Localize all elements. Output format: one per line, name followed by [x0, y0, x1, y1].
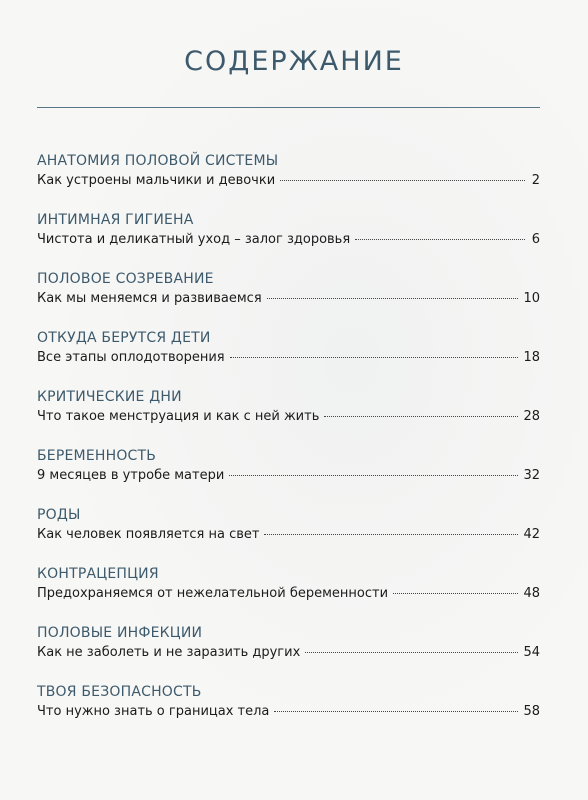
section-subtitle: Предохраняемся от нежелательной беременности [37, 586, 389, 601]
page-title: СОДЕРЖАНИЕ [184, 46, 404, 77]
section-subtitle: Как мы меняемся и развиваемся [37, 291, 262, 306]
section-subtitle: Чистота и деликатный уход – залог здоровья [37, 232, 351, 247]
toc-entry[interactable] [37, 565, 540, 624]
dot-leader [324, 416, 518, 417]
section-heading: ПОЛОВЫЕ ИНФЕКЦИИ [37, 625, 203, 641]
section-heading: КОНТРАЦЕПЦИЯ [37, 566, 159, 582]
section-heading: БЕРЕМЕННОСТЬ [37, 448, 157, 464]
section-subtitle: Как устроены мальчики и девочки [37, 173, 276, 188]
section-subtitle: Как человек появляется на свет [37, 527, 260, 542]
section-subtitle: Что нужно знать о границах тела [37, 704, 270, 719]
toc-entry[interactable] [37, 683, 540, 742]
section-subtitle: Что такое менструация и как с ней жить [37, 409, 320, 424]
dot-leader [229, 475, 518, 476]
section-heading: ТВОЯ БЕЗОПАСНОСТЬ [37, 684, 202, 700]
page-number: 18 [523, 350, 540, 365]
section-subtitle: Как не заболеть и не заразить других [37, 645, 301, 660]
section-heading: КРИТИЧЕСКИЕ ДНИ [37, 389, 182, 405]
page-number: 48 [523, 586, 540, 601]
dot-leader [393, 593, 518, 594]
page-number: 2 [531, 173, 540, 188]
dot-leader [274, 711, 518, 712]
section-heading: РОДЫ [37, 507, 81, 523]
dot-leader [267, 298, 519, 299]
page-number: 32 [523, 468, 540, 483]
dot-leader [280, 180, 525, 181]
toc-entry[interactable] [37, 270, 540, 329]
section-heading: ОТКУДА БЕРУТСЯ ДЕТИ [37, 330, 211, 346]
toc-entry[interactable] [37, 506, 540, 565]
toc-entry[interactable] [37, 329, 540, 388]
toc-entry[interactable] [37, 211, 540, 270]
toc-entry[interactable] [37, 152, 540, 211]
page-number: 28 [523, 409, 540, 424]
toc-entry[interactable] [37, 447, 540, 506]
title-divider [37, 107, 540, 108]
toc-entry[interactable] [37, 388, 540, 447]
page-number: 6 [531, 232, 540, 247]
dot-leader [264, 534, 518, 535]
toc-entry[interactable] [37, 624, 540, 683]
page-number: 54 [523, 645, 540, 660]
section-heading: ИНТИМНАЯ ГИГИЕНА [37, 212, 194, 228]
dot-leader [355, 239, 525, 240]
page-number: 10 [523, 291, 540, 306]
section-subtitle: 9 месяцев в утробе матери [37, 468, 225, 483]
dot-leader [305, 652, 518, 653]
table-of-contents [37, 152, 540, 742]
dot-leader [230, 357, 519, 358]
section-heading: АНАТОМИЯ ПОЛОВОЙ СИСТЕМЫ [37, 153, 279, 169]
section-subtitle: Все этапы оплодотворения [37, 350, 225, 365]
page-number: 42 [523, 527, 540, 542]
page-number: 58 [523, 704, 540, 719]
section-heading: ПОЛОВОЕ СОЗРЕВАНИЕ [37, 271, 214, 287]
